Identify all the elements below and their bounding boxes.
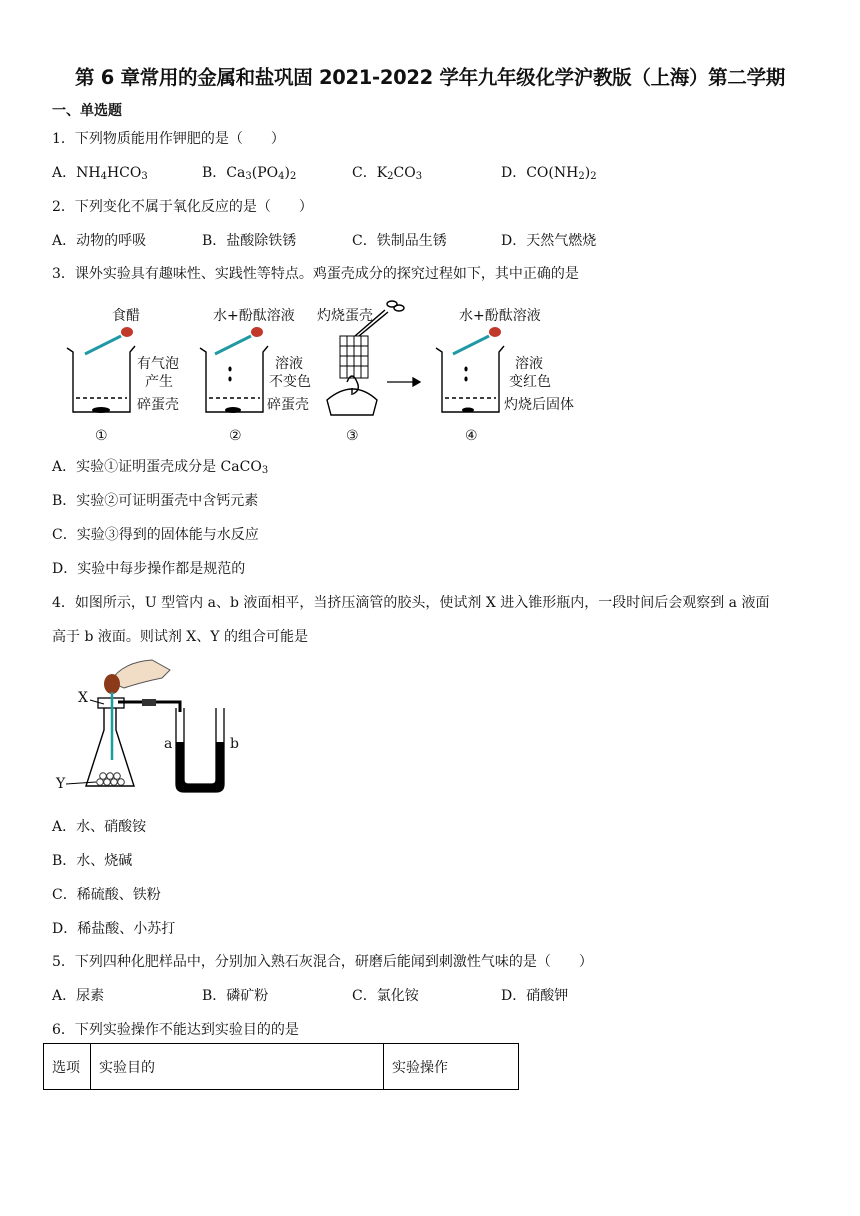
- b2-note-2: 不变色: [269, 374, 311, 390]
- q1-option-b[interactable]: B．$Ca_3(PO_4)_2$: [202, 165, 297, 182]
- arrow-icon: [387, 378, 420, 386]
- table-header-cell: 实验操作: [384, 1044, 519, 1090]
- q4-stem-line2: 高于 b 液面。则试剂 X、Y 的组合可能是: [52, 629, 308, 645]
- rubber-bulb-icon: [104, 674, 120, 694]
- b1-bottom-label: 碎蛋壳: [137, 397, 179, 413]
- b2-note-1: 溶液: [275, 356, 303, 372]
- b4-note-2: 变红色: [509, 374, 551, 390]
- q2-option-b[interactable]: B．盐酸除铁锈: [202, 233, 297, 249]
- gauze-icon: [340, 336, 368, 378]
- q6-stem: 6．下列实验操作不能达到实验目的的是: [52, 1022, 299, 1038]
- b3-number: ③: [346, 428, 359, 444]
- b4-number: ④: [465, 428, 478, 444]
- q5-option-d[interactable]: D．硝酸钾: [501, 988, 569, 1004]
- q2-option-c[interactable]: C．铁制品生锈: [352, 233, 447, 249]
- beaker-2: [200, 346, 268, 412]
- q1-option-a[interactable]: A．$NH_4HCO_3$: [52, 165, 148, 182]
- section-heading: 一、单选题: [52, 103, 122, 119]
- q1-stem: 1．下列物质能用作钾肥的是（ ）: [52, 131, 285, 147]
- q2-option-a[interactable]: A．动物的呼吸: [52, 233, 147, 249]
- q1-option-c[interactable]: C．$K_2CO_3$: [352, 165, 423, 182]
- q3-option-d[interactable]: D．实验中每步操作都是规范的: [52, 561, 246, 577]
- q2-stem: 2．下列变化不属于氧化反应的是（ ）: [52, 199, 313, 215]
- b3-top-label: 灼烧蛋壳: [317, 308, 373, 324]
- beaker-1: [67, 346, 135, 412]
- label-a: a: [164, 736, 173, 752]
- q3-option-c[interactable]: C．实验③得到的固体能与水反应: [52, 527, 259, 543]
- label-b: b: [230, 736, 239, 752]
- q6-table: [43, 1043, 519, 1090]
- b1-note-1: 有气泡: [137, 356, 179, 372]
- b2-top-label: 水+酚酞溶液: [213, 308, 295, 324]
- table-header-cell: 实验目的: [91, 1044, 384, 1090]
- b4-top-label: 水+酚酞溶液: [459, 308, 541, 324]
- b1-top-label: 食醋: [112, 308, 140, 324]
- b4-note-1: 溶液: [515, 356, 543, 372]
- q3-option-a[interactable]: A．实验①证明蛋壳成分是 CaCO$_3$: [52, 459, 269, 476]
- q4-option-d[interactable]: D．稀盐酸、小苏打: [52, 921, 176, 937]
- b1-note-2: 产生: [145, 374, 173, 390]
- eggshell-experiment-figure: [55, 290, 615, 445]
- b2-bottom-label: 碎蛋壳: [267, 397, 309, 413]
- burned-solid: [462, 408, 474, 413]
- u-tube-apparatus-figure: [52, 652, 252, 802]
- q2-option-d[interactable]: D．天然气燃烧: [501, 233, 597, 249]
- eggshell-1: [92, 407, 110, 413]
- q4-option-c[interactable]: C．稀硫酸、铁粉: [52, 887, 161, 903]
- label-x: X: [78, 690, 88, 706]
- q5-option-c[interactable]: C．氯化铵: [352, 988, 419, 1004]
- b2-number: ②: [229, 428, 242, 444]
- solid-y-icon: [97, 773, 125, 786]
- q3-stem: 3．课外实验具有趣味性、实践性等特点。鸡蛋壳成分的探究过程如下，其中正确的是: [52, 266, 579, 282]
- beaker-4: [436, 346, 504, 412]
- label-y: Y: [56, 776, 66, 792]
- q4-option-b[interactable]: B．水、烧碱: [52, 853, 133, 869]
- q1-option-d[interactable]: D．$CO(NH_2)_2$: [501, 165, 597, 182]
- b1-number: ①: [95, 428, 108, 444]
- q4-option-a[interactable]: A．水、硝酸铵: [52, 819, 147, 835]
- table-header-cell: 选项: [44, 1044, 91, 1090]
- q3-option-b[interactable]: B．实验②可证明蛋壳中含钙元素: [52, 493, 259, 509]
- eggshell-2: [225, 407, 241, 413]
- page-title: 第 6 章常用的金属和盐巩固 2021-2022 学年九年级化学沪教版（上海）第二学期: [75, 66, 785, 89]
- u-tube-liquid: [176, 742, 224, 792]
- q5-option-a[interactable]: A．尿素: [52, 988, 105, 1004]
- b4-bottom-label: 灼烧后固体: [504, 397, 574, 413]
- table-header-row: [44, 1044, 519, 1090]
- q4-stem-line1: 4．如图所示，U 型管内 a、b 液面相平，当挤压滴管的胶头，使试剂 X 进入锥形瓶内，一段时间后会观察到 a 液面: [52, 595, 770, 611]
- q5-option-b[interactable]: B．磷矿粉: [202, 988, 269, 1004]
- burner-icon: [327, 388, 377, 415]
- q5-stem: 5．下列四种化肥样品中，分别加入熟石灰混合，研磨后能闻到刺激性气味的是（ ）: [52, 954, 593, 970]
